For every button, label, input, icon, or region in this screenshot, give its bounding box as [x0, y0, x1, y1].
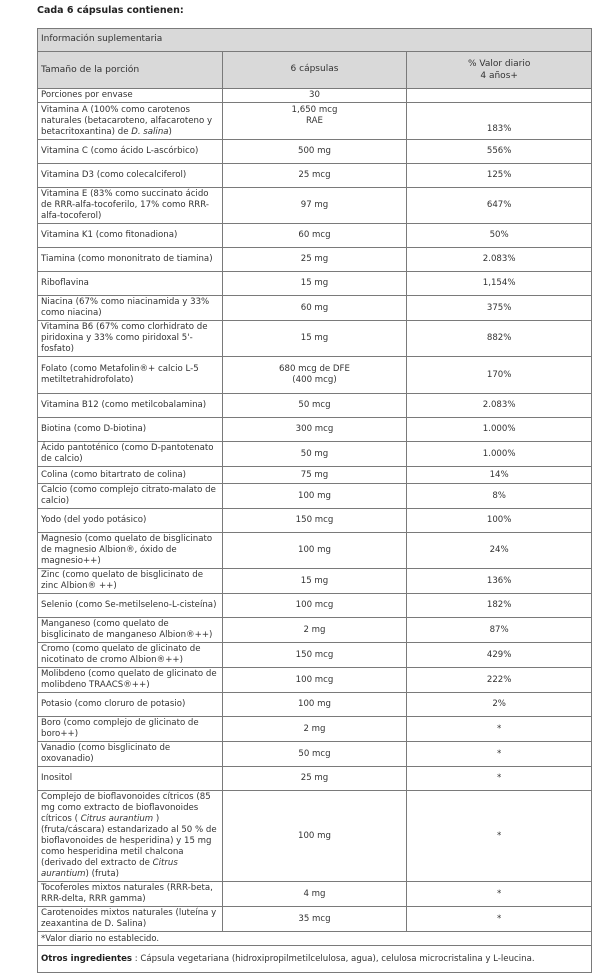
daily-value-header [407, 52, 592, 89]
amount-value: 15 mg [300, 333, 329, 343]
nutrient-name-text: Boro (como complejo de glicinato de boro++) [41, 718, 199, 739]
nutrient-name [38, 509, 223, 533]
daily-value: 2.083% [407, 248, 592, 272]
nutrient-name-text: Vitamina A (100% como carotenos naturales (betacaroteno, alfacaroteno y betacritoxantina) de [41, 104, 213, 137]
nutrient-name-text: Vitamina C (como ácido L-ascórbico) [41, 146, 199, 156]
nutrient-row [38, 188, 592, 224]
nutrient-name [38, 907, 223, 932]
daily-value: 183% [407, 103, 592, 140]
servings-per-container-row [38, 89, 592, 103]
nutrient-name [38, 357, 223, 394]
nutrient-name [38, 296, 223, 321]
amount-value: 15 mg [300, 575, 329, 586]
amount-value-2: (400 mcg) [292, 375, 337, 385]
daily-value: * [407, 767, 592, 791]
nutrient-amount [222, 717, 407, 742]
nutrient-name [38, 467, 223, 484]
amount-value: 100 mg [298, 699, 331, 709]
other-ingredients-text: : Cápsula vegetariana (hidroxipropilmetilcelulosa, agua), celulosa microcristalina y L-leucina. [132, 953, 535, 964]
nutrient-row [38, 767, 592, 791]
nutrient-row [38, 140, 592, 164]
nutrient-row [38, 484, 592, 509]
daily-value: 647% [407, 188, 592, 224]
amount-value: 100 mg [298, 545, 331, 555]
nutrient-row [38, 248, 592, 272]
amount-value: 100 mg [298, 490, 331, 501]
amount-value: 680 mcg de DFE [279, 364, 350, 374]
nutrient-row [38, 418, 592, 442]
nutrient-row [38, 224, 592, 248]
nutrient-name-text: Tocoferoles mixtos naturales (RRR-beta, RRR-delta, RRR gamma) [41, 883, 213, 904]
nutrient-name [38, 643, 223, 668]
nutrient-name [38, 693, 223, 717]
daily-value: 87% [407, 618, 592, 643]
nutrient-row [38, 357, 592, 394]
age-group-label: 4 años+ [480, 71, 518, 81]
nutrient-amount [222, 533, 407, 569]
daily-value: 222% [407, 668, 592, 693]
nutrient-name-text: Tiamina (como mononitrato de tiamina) [41, 254, 213, 264]
nutrient-row [38, 103, 592, 140]
amount-value: 50 mg [300, 448, 329, 459]
amount-value: 75 mg [300, 469, 329, 480]
nutrient-name-italic: D. salina [131, 126, 169, 137]
nutrient-amount [222, 668, 407, 693]
nutrient-row [38, 321, 592, 357]
amount-value: 97 mg [300, 200, 329, 210]
nutrient-row [38, 594, 592, 618]
section-title: Información suplementaria [38, 29, 592, 52]
nutrient-name-text: ) [168, 126, 172, 137]
nutrient-name-text: Vitamina B6 (67% como clorhidrato de piridoxina y 33% como piridoxal 5'-fosfato) [41, 322, 208, 354]
nutrient-amount [222, 442, 407, 467]
nutrient-name [38, 442, 223, 467]
servings-label: Porciones por envase [38, 89, 223, 103]
nutrient-amount [222, 882, 407, 907]
nutrient-name-text: Ácido pantoténico (como D-pantotenato de calcio) [41, 443, 214, 464]
amount-value: 25 mcg [298, 170, 331, 180]
nutrient-name-text: Colina (como bitartrato de colina) [41, 469, 187, 480]
nutrient-name-text: Calcio (como complejo citrato-malato de calcio) [41, 485, 216, 506]
daily-value: 24% [407, 533, 592, 569]
amount-value: 2 mg [303, 624, 326, 635]
nutrient-row [38, 668, 592, 693]
nutrient-name [38, 248, 223, 272]
nutrient-row [38, 717, 592, 742]
nutrient-amount [222, 272, 407, 296]
daily-value: * [407, 791, 592, 882]
nutrient-name [38, 272, 223, 296]
amount-value: 150 mcg [295, 649, 334, 660]
amount-value: 50 mcg [298, 748, 331, 759]
amount-value: 1,650 mcg [291, 105, 338, 115]
nutrient-name-text: ) (fruta/cáscara) estandarizado al 50 % de bioflavonoides de hesperidina) y 15 mg como hesperidina metil chalcona (derivado del extracto de [41, 814, 217, 868]
nutrient-amount [222, 484, 407, 509]
daily-value: 1.000% [407, 442, 592, 467]
amount-value: 25 mg [300, 773, 329, 783]
nutrient-name [38, 618, 223, 643]
nutrient-row [38, 742, 592, 767]
table-header-columns [38, 52, 592, 89]
amount-value: 35 mcg [298, 913, 331, 924]
nutrient-name [38, 484, 223, 509]
nutrient-amount [222, 742, 407, 767]
amount-value-2: RAE [306, 116, 323, 126]
nutrient-amount [222, 321, 407, 357]
amount-value: 4 mg [303, 888, 326, 899]
daily-value: * [407, 717, 592, 742]
nutrient-name [38, 533, 223, 569]
nutrient-name [38, 164, 223, 188]
nutrient-amount [222, 357, 407, 394]
nutrient-amount [222, 791, 407, 882]
nutrient-row [38, 533, 592, 569]
nutrient-amount [222, 569, 407, 594]
amount-value: 100 mg [298, 830, 331, 841]
nutrient-row [38, 643, 592, 668]
nutrient-amount [222, 394, 407, 418]
daily-value: 2% [407, 693, 592, 717]
other-ingredients [38, 946, 592, 973]
daily-value: * [407, 742, 592, 767]
nutrient-name-text: Vitamina D3 (como colecalciferol) [41, 170, 187, 180]
nutrient-amount [222, 418, 407, 442]
nutrient-name [38, 717, 223, 742]
nutrient-amount [222, 618, 407, 643]
nutrient-amount [222, 467, 407, 484]
daily-value: 182% [407, 594, 592, 618]
daily-value: * [407, 882, 592, 907]
servings-dv [407, 89, 592, 103]
nutrient-name-text: Vanadio (como bisglicinato de oxovanadio) [41, 743, 171, 764]
daily-value: 100% [407, 509, 592, 533]
nutrient-name [38, 103, 223, 140]
nutrient-row [38, 164, 592, 188]
daily-value: 125% [407, 164, 592, 188]
nutrient-name-text: Niacina (67% como niacinamida y 33% como niacina) [41, 297, 210, 318]
nutrient-row [38, 791, 592, 882]
nutrient-amount [222, 140, 407, 164]
nutrient-row [38, 442, 592, 467]
nutrient-name-text: Complejo de bioflavonoides cítricos (85 mg como extracto de bioflavonoides cítricos ( [41, 792, 211, 824]
nutrient-name [38, 668, 223, 693]
supplement-facts-table [37, 28, 592, 973]
nutrient-amount [222, 509, 407, 533]
daily-value: 50% [407, 224, 592, 248]
amount-value: 60 mcg [298, 230, 331, 240]
nutrient-row [38, 509, 592, 533]
amount-value: 50 mcg [298, 400, 331, 410]
nutrient-name [38, 321, 223, 357]
daily-value-label: % Valor diario [467, 58, 531, 69]
nutrient-name [38, 882, 223, 907]
table-header-section [38, 29, 592, 52]
nutrient-row [38, 693, 592, 717]
other-ingredients-label: Otros ingredientes [41, 953, 133, 964]
nutrient-row [38, 394, 592, 418]
serving-size-label: Tamaño de la porción [38, 52, 223, 89]
amount-value: 300 mcg [295, 424, 334, 434]
daily-value: 882% [407, 321, 592, 357]
amount-value: 15 mg [300, 278, 329, 288]
nutrient-name-text: Vitamina K1 (como fitonadiona) [41, 230, 178, 240]
nutrient-name [38, 394, 223, 418]
daily-value: 429% [407, 643, 592, 668]
nutrient-amount [222, 907, 407, 932]
daily-value: 2.083% [407, 394, 592, 418]
amount-value: 100 mcg [295, 600, 334, 610]
nutrient-amount [222, 164, 407, 188]
nutrient-row [38, 907, 592, 932]
daily-value: 556% [407, 140, 592, 164]
nutrient-amount [222, 767, 407, 791]
nutrient-amount [222, 248, 407, 272]
nutrient-row [38, 296, 592, 321]
nutrient-name-italic: Citrus aurantium [41, 858, 178, 879]
nutrient-name [38, 767, 223, 791]
nutrient-name-text: Yodo (del yodo potásico) [41, 515, 147, 525]
nutrient-name-text: Cromo (como quelato de glicinato de nicotinato de cromo Albion®++) [41, 644, 201, 665]
nutrient-name-text: ) (fruta) [85, 869, 119, 879]
nutrient-amount [222, 296, 407, 321]
nutrient-name-text: Manganeso (como quelato de bisglicinato de manganeso Albion®++) [41, 619, 213, 640]
daily-value: 375% [407, 296, 592, 321]
nutrient-name-text: Vitamina B12 (como metilcobalamina) [41, 400, 207, 410]
nutrient-name-italic: Citrus aurantium [80, 814, 154, 824]
nutrient-name-text: Riboflavina [41, 278, 89, 288]
nutrient-row [38, 569, 592, 594]
nutrient-name [38, 594, 223, 618]
other-ingredients-row [38, 946, 592, 973]
daily-value: 170% [407, 357, 592, 394]
nutrient-amount [222, 224, 407, 248]
footnote: *Valor diario no establecido. [38, 932, 592, 946]
amount-value: 2 mg [303, 723, 326, 734]
nutrient-name [38, 742, 223, 767]
amount-value: 500 mg [298, 146, 331, 156]
nutrient-name-text: Magnesio (como quelato de bisglicinato de magnesio Albion®, óxido de magnesio++) [41, 534, 213, 566]
daily-value: 1.000% [407, 418, 592, 442]
daily-value: 14% [407, 467, 592, 484]
nutrient-row [38, 882, 592, 907]
nutrient-amount [222, 643, 407, 668]
nutrient-name [38, 791, 223, 882]
nutrient-name-text: Inositol [41, 773, 73, 783]
nutrient-amount [222, 103, 407, 140]
nutrient-amount [222, 594, 407, 618]
amount-value: 60 mg [300, 302, 329, 313]
nutrient-name-text: Selenio (como Se-metilseleno-L-cisteína) [41, 600, 217, 610]
serving-size-value: 6 cápsulas [222, 52, 407, 89]
nutrient-name [38, 224, 223, 248]
nutrient-name [38, 140, 223, 164]
page-title: Cada 6 cápsulas contienen: [37, 5, 184, 16]
nutrient-name-text: Vitamina E (83% como succinato ácido de RRR-alfa-tocoferilo, 17% como RRR-alfa-tocoferol) [41, 189, 209, 221]
amount-value: 150 mcg [295, 515, 334, 525]
nutrient-amount [222, 693, 407, 717]
daily-value: 8% [407, 484, 592, 509]
nutrient-row [38, 467, 592, 484]
daily-value: * [407, 907, 592, 932]
nutrient-name [38, 569, 223, 594]
footnote-row [38, 932, 592, 946]
nutrient-name [38, 188, 223, 224]
nutrient-name [38, 418, 223, 442]
daily-value: 1,154% [407, 272, 592, 296]
nutrient-name-text: Zinc (como quelato de bisglicinato de zinc Albion® ++) [41, 570, 204, 591]
servings-value: 30 [222, 89, 407, 103]
nutrient-name-text: Potasio (como cloruro de potasio) [41, 699, 186, 709]
nutrient-amount [222, 188, 407, 224]
nutrient-name-text: Carotenoides mixtos naturales (luteína y zeaxantina de D. Salina) [41, 908, 217, 929]
nutrient-name-text: Molibdeno (como quelato de glicinato de molibdeno TRAACS®++) [41, 669, 217, 690]
daily-value: 136% [407, 569, 592, 594]
nutrient-name-text: Folato (como Metafolin®+ calcio L-5 metiltetrahidrofolato) [41, 364, 199, 385]
nutrient-row [38, 272, 592, 296]
nutrient-name-text: Biotina (como D-biotina) [41, 424, 147, 434]
nutrient-row [38, 618, 592, 643]
amount-value: 100 mcg [295, 674, 334, 685]
amount-value: 25 mg [300, 254, 329, 264]
